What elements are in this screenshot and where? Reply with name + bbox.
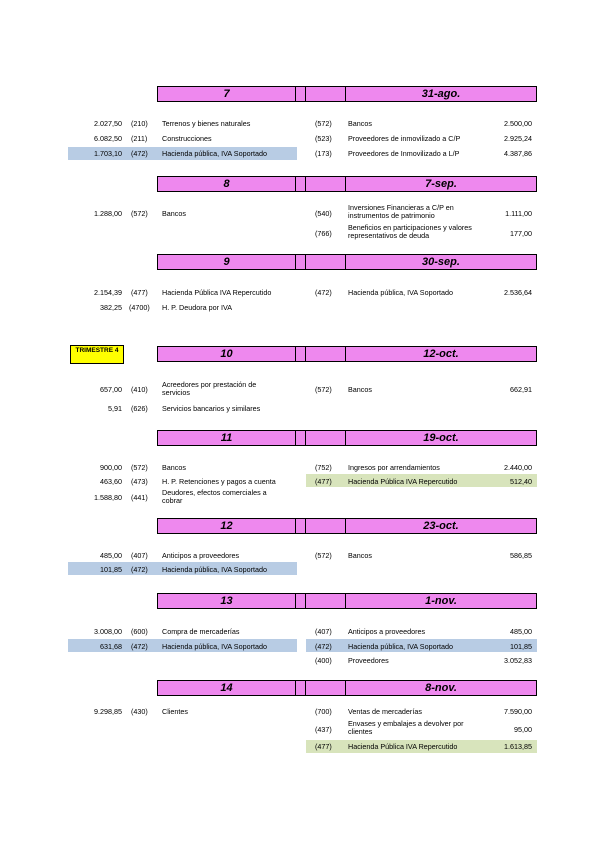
debit-account: Hacienda pública, IVA Soportado <box>162 565 267 574</box>
credit-code: (572) <box>315 385 332 394</box>
debit-account: Terrenos y bienes naturales <box>162 119 251 128</box>
debit-code: (430) <box>131 707 148 716</box>
header-spacer <box>305 680 346 696</box>
debit-account: Deudores, efectos comerciales a cobrar <box>162 488 267 505</box>
entry-date: 19-oct. <box>345 430 537 446</box>
debit-amount: 657,00 <box>100 385 122 394</box>
entry-date: 12-oct. <box>345 346 537 362</box>
debit-amount: 1.703,10 <box>94 149 122 158</box>
credit-account: Hacienda pública, IVA Soportado <box>348 288 453 297</box>
debit-code: (472) <box>131 642 148 651</box>
credit-code: (437) <box>315 725 332 734</box>
credit-account: Inversiones Financieras a C/P en instrumentos de patrimonio <box>348 203 454 220</box>
debit-amount: 6.082,50 <box>94 134 122 143</box>
debit-account: Compra de mercaderías <box>162 627 240 636</box>
entry-header <box>157 86 537 102</box>
entry-header <box>157 518 537 534</box>
credit-account: Proveedores de inmovilizado a C/P <box>348 134 461 143</box>
debit-code: (210) <box>131 119 148 128</box>
debit-amount: 2.027,50 <box>94 119 122 128</box>
credit-account: Hacienda Pública IVA Repercutido <box>348 477 458 486</box>
credit-account: Envases y embalajes a devolver por clientes <box>348 719 464 736</box>
entry-number: 12 <box>157 518 296 534</box>
credit-amount: 2.536,64 <box>504 288 532 297</box>
debit-account: Clientes <box>162 707 188 716</box>
debit-code: (626) <box>131 404 148 413</box>
debit-amount: 5,91 <box>108 404 122 413</box>
entry-number: 11 <box>157 430 296 446</box>
entry-header <box>157 346 537 362</box>
entry-date: 30-sep. <box>345 254 537 270</box>
debit-amount: 900,00 <box>100 463 122 472</box>
credit-amount: 2.440,00 <box>504 463 532 472</box>
credit-code: (572) <box>315 119 332 128</box>
credit-amount: 485,00 <box>510 627 532 636</box>
credit-code: (700) <box>315 707 332 716</box>
credit-amount: 662,91 <box>510 385 532 394</box>
header-spacer <box>305 593 346 609</box>
debit-account: H. P. Retenciones y pagos a cuenta <box>162 477 276 486</box>
entry-number: 8 <box>157 176 296 192</box>
debit-account: Acreedores por prestación de servicios <box>162 380 257 397</box>
debit-code: (472) <box>131 149 148 158</box>
credit-code: (766) <box>315 229 332 238</box>
debit-code: (572) <box>131 209 148 218</box>
credit-code: (477) <box>315 477 332 486</box>
debit-code: (473) <box>131 477 148 486</box>
credit-account: Bancos <box>348 119 372 128</box>
credit-code: (477) <box>315 742 332 751</box>
credit-account: Hacienda pública, IVA Soportado <box>348 642 453 651</box>
credit-code: (472) <box>315 642 332 651</box>
credit-amount: 95,00 <box>514 725 532 734</box>
entry-number: 14 <box>157 680 296 696</box>
debit-code: (472) <box>131 565 148 574</box>
header-spacer <box>305 346 346 362</box>
header-spacer <box>305 518 346 534</box>
entry-header <box>157 430 537 446</box>
debit-account: Bancos <box>162 209 186 218</box>
credit-account: Ventas de mercaderías <box>348 707 422 716</box>
credit-amount: 4.387,86 <box>504 149 532 158</box>
debit-code: (407) <box>131 551 148 560</box>
debit-code: (211) <box>131 134 148 143</box>
debit-amount: 631,68 <box>100 642 122 651</box>
credit-account: Ingresos por arrendamientos <box>348 463 440 472</box>
debit-account: Servicios bancarios y similares <box>162 404 261 413</box>
entry-date: 23-oct. <box>345 518 537 534</box>
debit-account: Hacienda pública, IVA Soportado <box>162 149 267 158</box>
credit-code: (523) <box>315 134 332 143</box>
debit-code: (572) <box>131 463 148 472</box>
debit-account: Hacienda pública, IVA Soportado <box>162 642 267 651</box>
debit-account: H. P. Deudora por IVA <box>162 303 233 312</box>
debit-code: (441) <box>131 493 148 502</box>
entry-header <box>157 176 537 192</box>
credit-code: (407) <box>315 627 332 636</box>
entry-header <box>157 254 537 270</box>
entry-number: 10 <box>157 346 296 362</box>
credit-account: Bancos <box>348 385 372 394</box>
credit-amount: 512,40 <box>510 477 532 486</box>
entry-header <box>157 593 537 609</box>
credit-code: (173) <box>315 149 332 158</box>
debit-account: Hacienda Pública IVA Repercutido <box>162 288 272 297</box>
debit-code: (477) <box>131 288 148 297</box>
credit-amount: 1.111,00 <box>505 209 532 218</box>
debit-account: Construcciones <box>162 134 212 143</box>
header-spacer <box>305 86 346 102</box>
debit-code: (600) <box>131 627 148 636</box>
entry-number: 13 <box>157 593 296 609</box>
quarter-badge: TRIMESTRE 4 <box>70 345 124 364</box>
entry-number: 7 <box>157 86 296 102</box>
debit-amount: 485,00 <box>100 551 122 560</box>
entry-date: 1-nov. <box>345 593 537 609</box>
header-spacer <box>305 430 346 446</box>
credit-amount: 2.925,24 <box>504 134 532 143</box>
debit-code: (410) <box>131 385 148 394</box>
debit-amount: 382,25 <box>100 303 122 312</box>
credit-amount: 2.500,00 <box>504 119 532 128</box>
header-spacer <box>305 254 346 270</box>
debit-amount: 1.588,80 <box>94 493 122 502</box>
credit-code: (540) <box>315 209 332 218</box>
credit-account: Proveedores <box>348 656 389 665</box>
debit-amount: 2.154,39 <box>94 288 122 297</box>
entry-date: 31-ago. <box>345 86 537 102</box>
credit-account: Bancos <box>348 551 372 560</box>
credit-code: (572) <box>315 551 332 560</box>
credit-account: Proveedores de Inmovilizado a L/P <box>348 149 460 158</box>
credit-account: Beneficios en participaciones y valores representativos de deuda <box>348 223 472 240</box>
header-spacer <box>305 176 346 192</box>
debit-amount: 463,60 <box>100 477 122 486</box>
entry-date: 7-sep. <box>345 176 537 192</box>
debit-account: Anticipos a proveedores <box>162 551 240 560</box>
credit-account: Anticipos a proveedores <box>348 627 426 636</box>
credit-amount: 586,85 <box>510 551 532 560</box>
credit-code: (472) <box>315 288 332 297</box>
credit-amount: 7.590,00 <box>504 707 532 716</box>
credit-amount: 1.613,85 <box>504 742 532 751</box>
credit-code: (400) <box>315 656 332 665</box>
debit-account: Bancos <box>162 463 186 472</box>
debit-amount: 1.288,00 <box>94 209 122 218</box>
entry-header <box>157 680 537 696</box>
credit-account: Hacienda Pública IVA Repercutido <box>348 742 458 751</box>
credit-amount: 177,00 <box>510 229 532 238</box>
debit-amount: 3.008,00 <box>94 627 122 636</box>
debit-amount: 101,85 <box>100 565 122 574</box>
entry-number: 9 <box>157 254 296 270</box>
credit-amount: 101,85 <box>510 642 532 651</box>
debit-code: (4700) <box>129 303 150 312</box>
credit-code: (752) <box>315 463 332 472</box>
credit-amount: 3.052,83 <box>504 656 532 665</box>
entry-date: 8-nov. <box>345 680 537 696</box>
debit-amount: 9.298,85 <box>94 707 122 716</box>
